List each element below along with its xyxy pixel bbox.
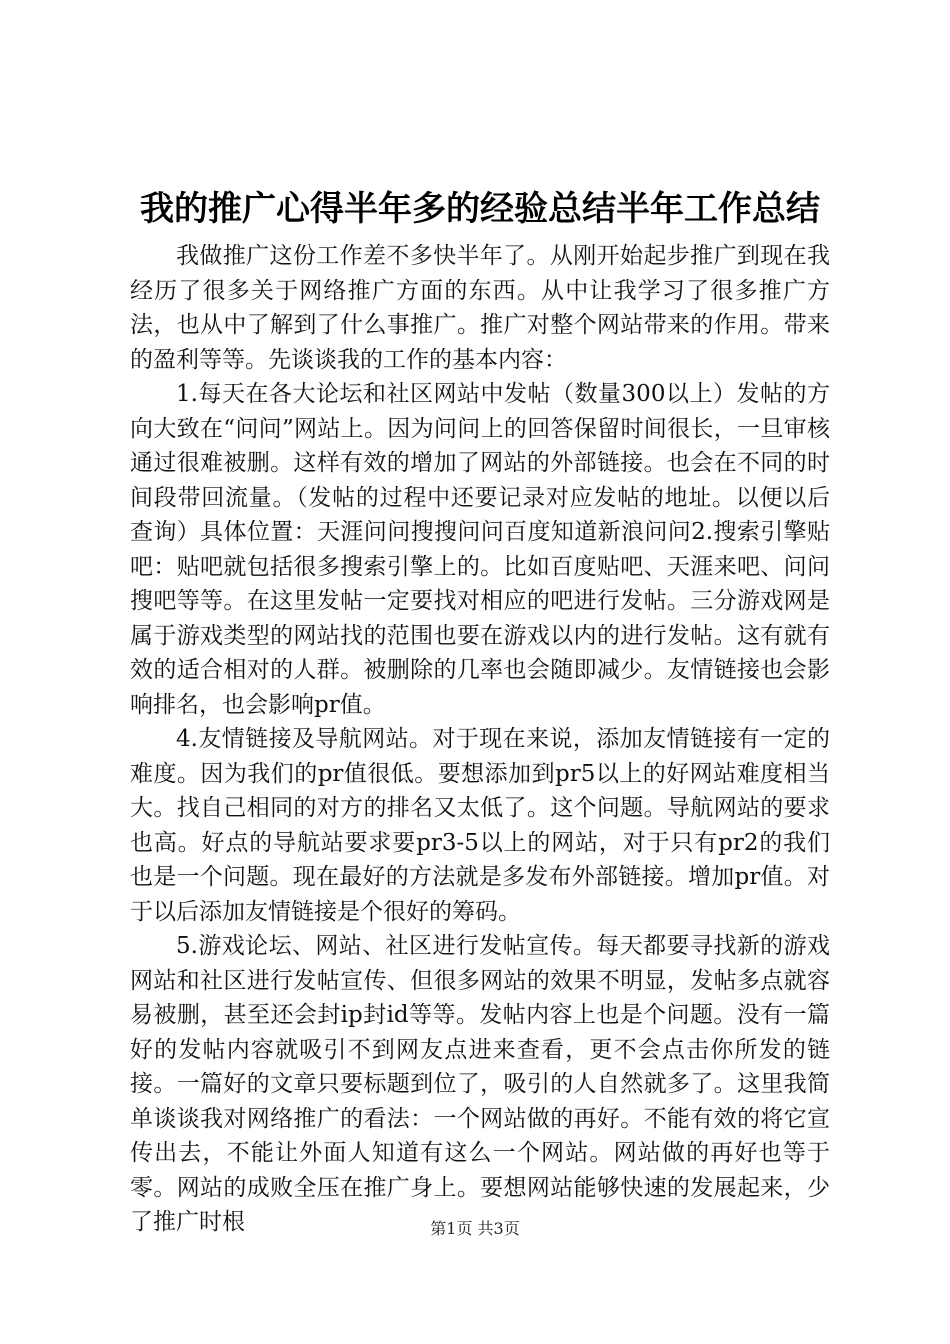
page-number-footer: 第1页 共3页 bbox=[430, 1219, 520, 1238]
document-body bbox=[130, 239, 830, 1240]
document-title: 我的推广心得半年多的经验总结半年工作总结 bbox=[140, 189, 820, 229]
paragraph-item-5: 5.游戏论坛、网站、社区进行发帖宣传。每天都要寻找新的游戏网站和社区进行发帖宣传、但很多网站的效果不明显，发帖多点就容易被删，甚至还会封ip封id等等。发帖内容上也是个问题。没有一篇好的发帖内容就吸引不到网友点进来查看，更不会点击你所发的链接。一篇好的文章只要标题到位了，吸引的人自然就多了。这里我简单谈谈我对网络推广的看法：一个网站做的再好。不能有效的将它宣传出去，不能让外面人知道有这么一个网站。网站做的再好也等于零。网站的成败全压在推广身上。要想网站能够快速的发展起来，少了推广时根 bbox=[130, 933, 830, 1235]
paragraph-item-1: 1.每天在各大论坛和社区网站中发帖（数量300以上）发帖的方向大致在“问问”网站上。因为问问上的回答保留时间很长，一旦审核通过很难被删。这样有效的增加了网站的外部链接。也会在不同的时间段带回流量。（发帖的过程中还要记录对应发帖的地址。以便以后查询）具体位置：天涯问问搜搜问问百度知道新浪问问2.搜索引擎贴吧：贴吧就包括很多搜索引擎上的。比如百度贴吧、天涯来吧、问问搜吧等等。在这里发帖一定要找对相应的吧进行发帖。三分游戏网是属于游戏类型的网站找的范围也要在游戏以内的进行发帖。这有就有效的适合相对的人群。被删除的几率也会随即减少。友情链接也会影响排名，也会影响pr值。 bbox=[130, 381, 830, 718]
paragraph-intro: 我做推广这份工作差不多快半年了。从刚开始起步推广到现在我经历了很多关于网络推广方面的东西。从中让我学习了很多推广方法，也从中了解到了什么事推广。推广对整个网站带来的作用。带来的盈利等等。先谈谈我的工作的基本内容： bbox=[130, 243, 830, 373]
paragraph-item-4: 4.友情链接及导航网站。对于现在来说，添加友情链接有一定的难度。因为我们的pr值很低。要想添加到pr5以上的好网站难度相当大。找自己相同的对方的排名又太低了。这个问题。导航网站的要求也高。好点的导航站要求要pr3-5以上的网站，对于只有pr2的我们也是一个问题。现在最好的方法就是多发布外部链接。增加pr值。对于以后添加友情链接是个很好的筹码。 bbox=[130, 726, 830, 925]
